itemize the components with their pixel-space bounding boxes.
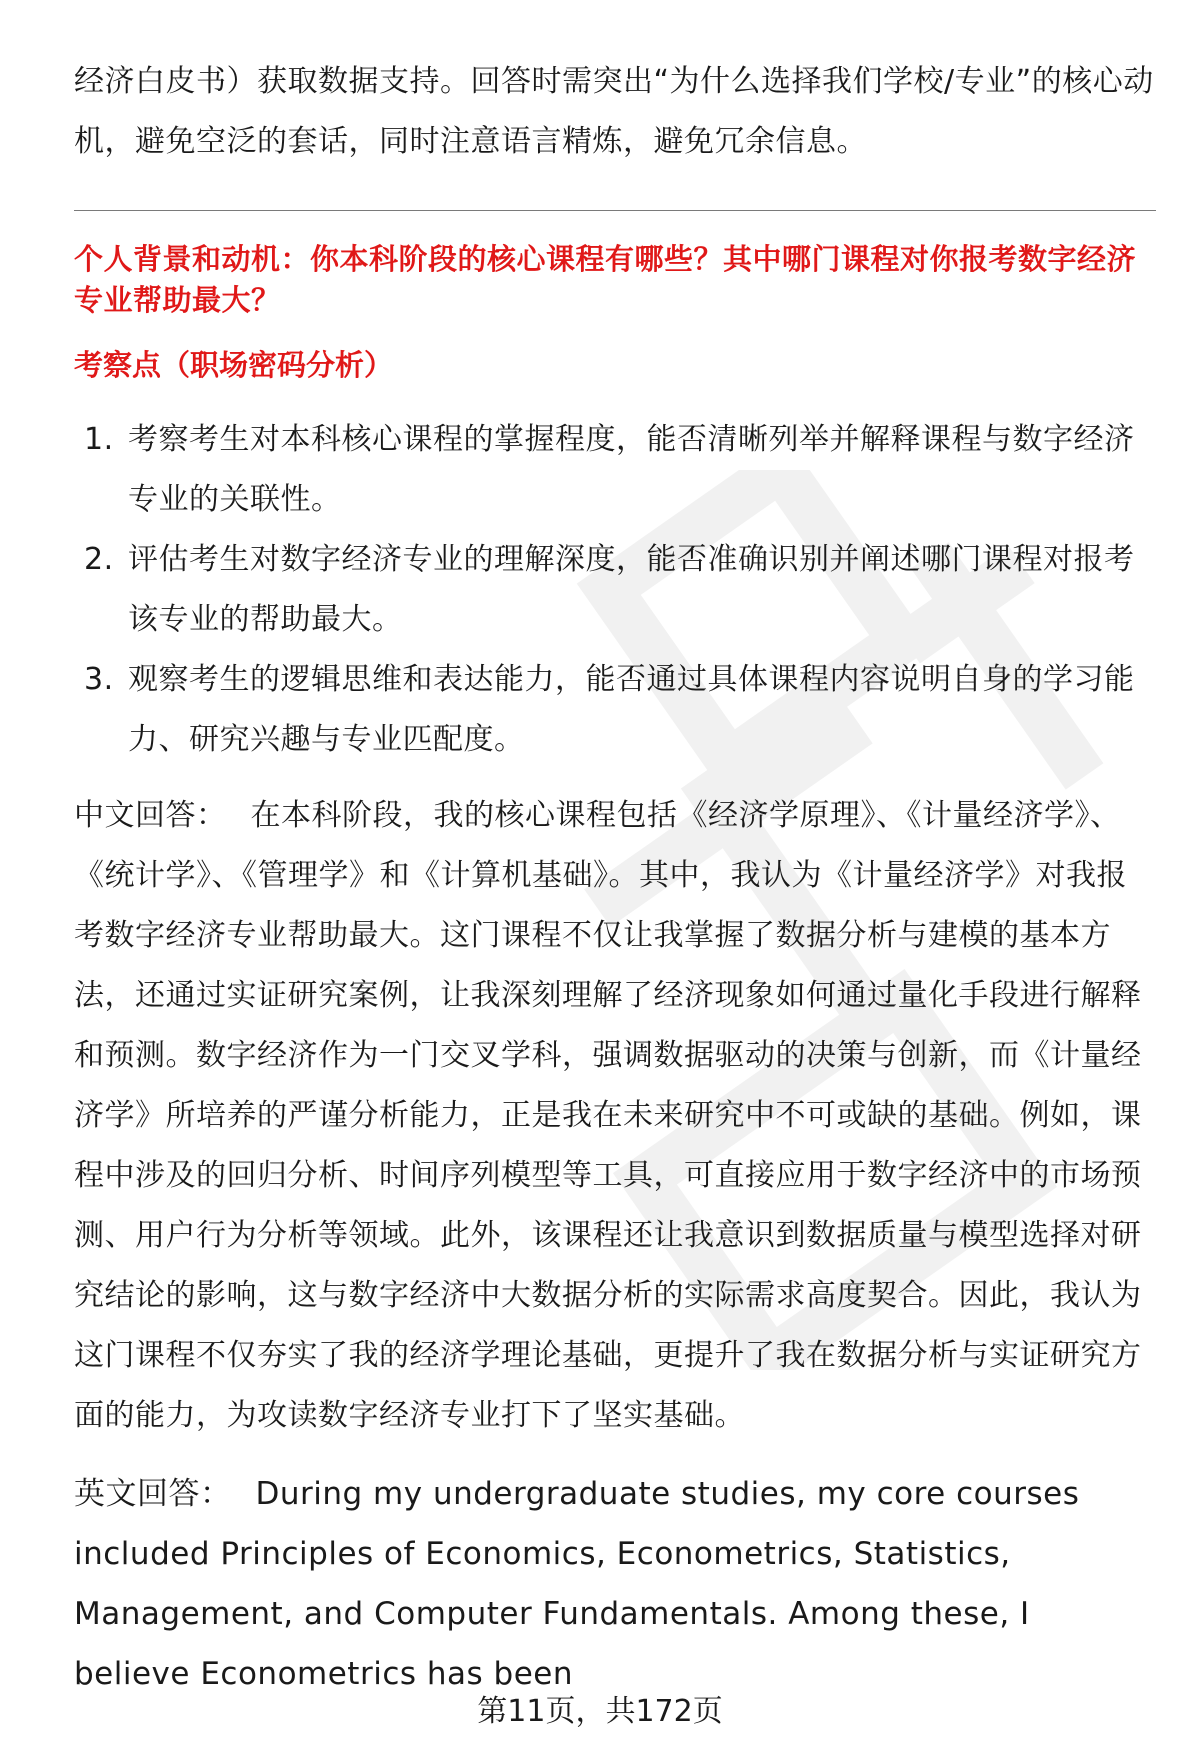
intro-paragraph: 经济白皮书）获取数据支持。回答时需突出“为什么选择我们学校/专业”的核心动机，避免空泛的套话，同时注意语言精炼，避免冗余信息。 — [74, 64, 1154, 159]
list-item — [74, 530, 1154, 650]
english-answer — [74, 1464, 1154, 1704]
english-answer-text: During my undergraduate studies, my core courses included Principles of Economics, Econometrics, Statistics, Management, and Computer Fundamentals. Among these, I believe Econometrics has been — [74, 1476, 1080, 1692]
chinese-answer-text: 在本科阶段，我的核心课程包括《经济学原理》、《计量经济学》、《统计学》、《管理学》和《计算机基础》。其中，我认为《计量经济学》对我报考数字经济专业帮助最大。这门课程不仅让我掌握了数据分析与建模的基本方法，还通过实证研究案例，让我深刻理解了经济现象如何通过量化手段进行解释和预测。数字经济作为一门交叉学科，强调数据驱动的决策与创新，而《计量经济学》所培养的严谨分析能力，正是我在未来研究中不可或缺的基础。例如，课程中涉及的回归分析、时间序列模型等工具，可直接应用于数字经济中的市场预测、用户行为分析等领域。此外，该课程还让我意识到数据质量与模型选择对研究结论的影响，这与数字经济中大数据分析的实际需求高度契合。因此，我认为这门课程不仅夯实了我的经济学理论基础，更提升了我在数据分析与实证研究方面的能力，为攻读数字经济专业打下了坚实基础。 — [74, 798, 1142, 1433]
english-answer-label: 英文回答： — [74, 1476, 232, 1512]
list-item — [74, 410, 1154, 530]
section-divider — [74, 210, 1156, 211]
chinese-answer — [74, 786, 1154, 1446]
list-item-text: 考察考生对本科核心课程的掌握程度，能否清晰列举并解释课程与数字经济专业的关联性。 — [128, 422, 1135, 517]
chinese-answer-label: 中文回答： — [74, 798, 227, 833]
list-item-text: 评估考生对数字经济专业的理解深度，能否准确识别并阐述哪门课程对报考该专业的帮助最大。 — [128, 542, 1135, 637]
question-title: 个人背景和动机：你本科阶段的核心课程有哪些？其中哪门课程对你报考数字经济专业帮助最大？ — [74, 242, 1137, 317]
list-item-number: 3. — [84, 662, 114, 697]
document-page — [74, 52, 1154, 1704]
list-item-number: 1. — [84, 422, 114, 457]
exam-points-list — [74, 410, 1154, 770]
list-item-text: 观察考生的逻辑思维和表达能力，能否通过具体课程内容说明自身的学习能力、研究兴趣与专业匹配度。 — [128, 662, 1135, 757]
list-item-number: 2. — [84, 542, 114, 577]
page-number: 第11页，共172页 — [477, 1694, 723, 1729]
list-item — [74, 650, 1154, 770]
exam-points-heading: 考察点（职场密码分析） — [74, 348, 394, 382]
